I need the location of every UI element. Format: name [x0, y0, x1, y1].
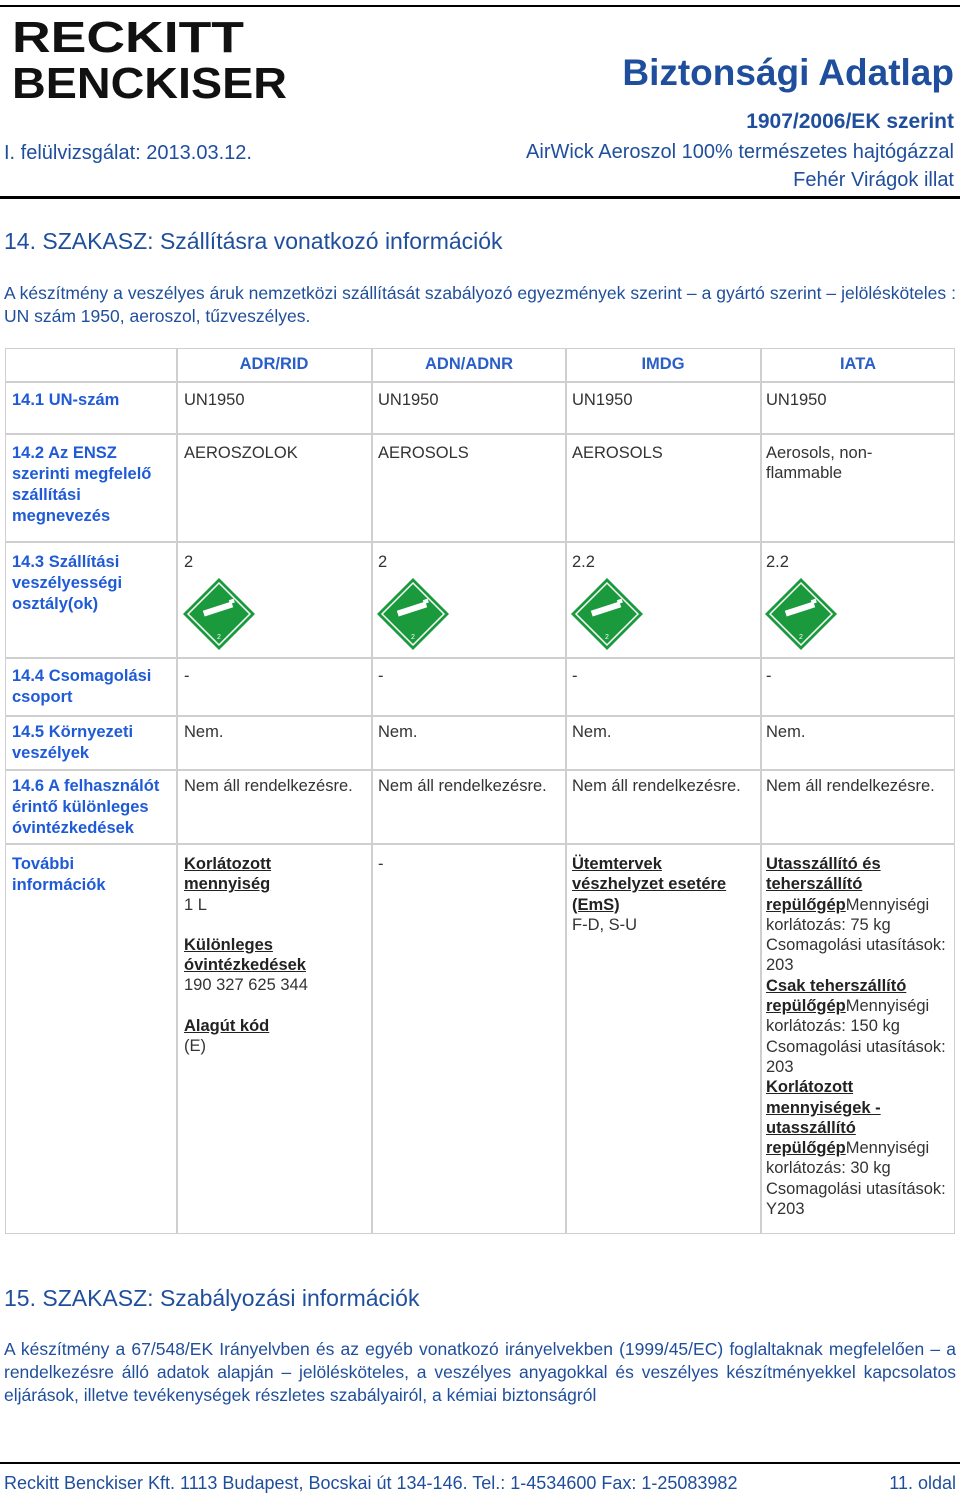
row-label-environmental-hazards: 14.5 Környezeti veszélyek: [12, 723, 134, 762]
revision-date: I. felülvizsgálat: 2013.03.12.: [4, 142, 252, 164]
row-label-special-precautions: 14.6 A felhasználót érintő különleges óvintézkedések: [12, 777, 160, 837]
further-adr: [184, 854, 329, 1056]
cell-pg-adn: -: [378, 667, 384, 685]
logo-line2: BENCKISER: [12, 59, 287, 100]
reckitt-benckiser-logo: [10, 12, 290, 100]
cell-name-adr: AEROSZOLOK: [184, 444, 298, 462]
row-label-hazard-class: 14.3 Szállítási veszélyességi osztály(ok): [12, 553, 123, 613]
row-label-further-info: További információk: [12, 855, 106, 894]
cell-prec-imdg: Nem áll rendelkezésre.: [572, 777, 741, 795]
further-iata: [766, 854, 951, 1219]
footer-page-number: 11. oldal: [889, 1473, 956, 1493]
iata-cargo-only: Csak teherszállító repülőgépMennyiségi korlátozás: 150 kg Csomagolási utasítások: 203: [766, 976, 946, 1076]
cell-prec-adn: Nem áll rendelkezésre.: [378, 777, 547, 795]
iata-limited-qty: Korlátozott mennyiségek - utasszállító repülőgépMennyiségi korlátozás: 30 kg Csomagolási utasítások: Y203: [766, 1078, 946, 1219]
cell-class-imdg: 2.2: [572, 553, 595, 571]
cell-name-imdg: AEROSOLS: [572, 444, 663, 462]
adr-tunnel-code-value: (E): [184, 1037, 206, 1056]
adr-special-provisions-heading: Különleges óvintézkedések: [184, 935, 306, 975]
regulation-reference: 1907/2006/EK szerint: [746, 110, 954, 133]
cell-prec-iata: Nem áll rendelkezésre.: [766, 777, 935, 795]
svg-text:2: 2: [411, 634, 415, 641]
product-name: AirWick Aeroszol 100% természetes hajtógázzal: [526, 141, 954, 163]
cell-name-adn: AEROSOLS: [378, 444, 469, 462]
gas-cylinder-class-2-icon: [182, 577, 256, 651]
row-label-shipping-name: 14.2 Az ENSZ szerinti megfelelő szállítási megnevezés: [12, 444, 152, 525]
iata-passenger-cargo: Utasszállító és teherszállító repülőgépMennyiségi korlátozás: 75 kg Csomagolási utasítások: 203: [766, 855, 946, 975]
cell-env-adr: Nem.: [184, 723, 224, 741]
column-header-iata: IATA: [839, 355, 877, 373]
adr-limited-qty-value: 1 L: [184, 895, 207, 914]
document-title: Biztonsági Adatlap: [622, 52, 954, 93]
gas-cylinder-class-2-icon: [376, 577, 450, 651]
product-variant: Fehér Virágok illat: [793, 169, 954, 191]
footer-company-address: Reckitt Benckiser Kft. 1113 Budapest, Bocskai út 134-146. Tel.: 1-4534600 Fax: 1-25083982: [4, 1473, 738, 1493]
top-rule: [0, 5, 960, 7]
cell-pg-iata: -: [766, 667, 772, 685]
column-header-imdg: IMDG: [641, 355, 685, 373]
row-label-un-number: 14.1 UN-szám: [12, 391, 120, 409]
cell-class-adn: 2: [378, 553, 388, 571]
column-header-adn: ADN/ADNR: [425, 355, 513, 373]
further-adn: -: [378, 855, 384, 873]
section-14-title: 14. SZAKASZ: Szállításra vonatkozó információk: [4, 228, 503, 254]
section-14-intro: A készítmény a veszélyes áruk nemzetközi szállítását szabályozó egyezmények szerint – a gyártó szerint – jelölésköteles : UN szám 1950, aeroszol, tűzveszélyes.: [4, 283, 956, 326]
cell-pg-imdg: -: [572, 667, 578, 685]
row-label-packing-group: 14.4 Csomagolási csoport: [12, 667, 152, 706]
further-imdg: [572, 854, 752, 935]
cell-env-imdg: Nem.: [572, 723, 612, 741]
cell-env-adn: Nem.: [378, 723, 418, 741]
svg-text:2: 2: [605, 634, 609, 641]
cell-name-iata: Aerosols, non-flammable: [766, 444, 873, 483]
cell-un-adn: UN1950: [378, 391, 439, 409]
cell-un-adr: UN1950: [184, 391, 245, 409]
cell-un-imdg: UN1950: [572, 391, 633, 409]
cell-prec-adr: Nem áll rendelkezésre.: [184, 777, 353, 795]
section-15-text: A készítmény a 67/548/EK Irányelvben és az egyéb vonatkozó irányelvekben (1999/45/EC) foglaltaknak megfelelően – a rendelkezésre álló adatok alapján – jelölésköteles, a veszélyes anyagokkal és veszélyes készítményekkel kapcsolatos eljárások, illetve tevékenységek részletes szabályairól, a kémiai biztonságról: [4, 1339, 956, 1405]
cell-env-iata: Nem.: [766, 723, 806, 741]
footer: [4, 1473, 956, 1494]
adr-limited-qty-heading: Korlátozott mennyiség: [184, 855, 272, 894]
footer-divider: [0, 1462, 960, 1464]
gas-cylinder-class-2-icon: [570, 577, 644, 651]
adr-tunnel-code-heading: Alagút kód: [184, 1016, 270, 1035]
header-divider: [0, 196, 960, 199]
transport-table: [5, 348, 955, 1234]
imdg-ems-value: F-D, S-U: [572, 915, 638, 934]
adr-special-provisions-value: 190 327 625 344: [184, 976, 308, 995]
svg-text:2: 2: [799, 634, 803, 641]
svg-text:2: 2: [217, 634, 221, 641]
gas-cylinder-class-2-icon: [764, 577, 838, 651]
cell-class-iata: 2.2: [766, 553, 789, 571]
imdg-ems-heading: Ütemtervek vészhelyzet esetére (EmS): [572, 855, 727, 914]
cell-class-adr: 2: [184, 553, 194, 571]
column-header-adr: ADR/RID: [239, 355, 309, 373]
cell-un-iata: UN1950: [766, 391, 827, 409]
logo-line1: RECKITT: [12, 13, 245, 62]
section-15-title: 15. SZAKASZ: Szabályozási információk: [4, 1285, 420, 1311]
cell-pg-adr: -: [184, 667, 190, 685]
